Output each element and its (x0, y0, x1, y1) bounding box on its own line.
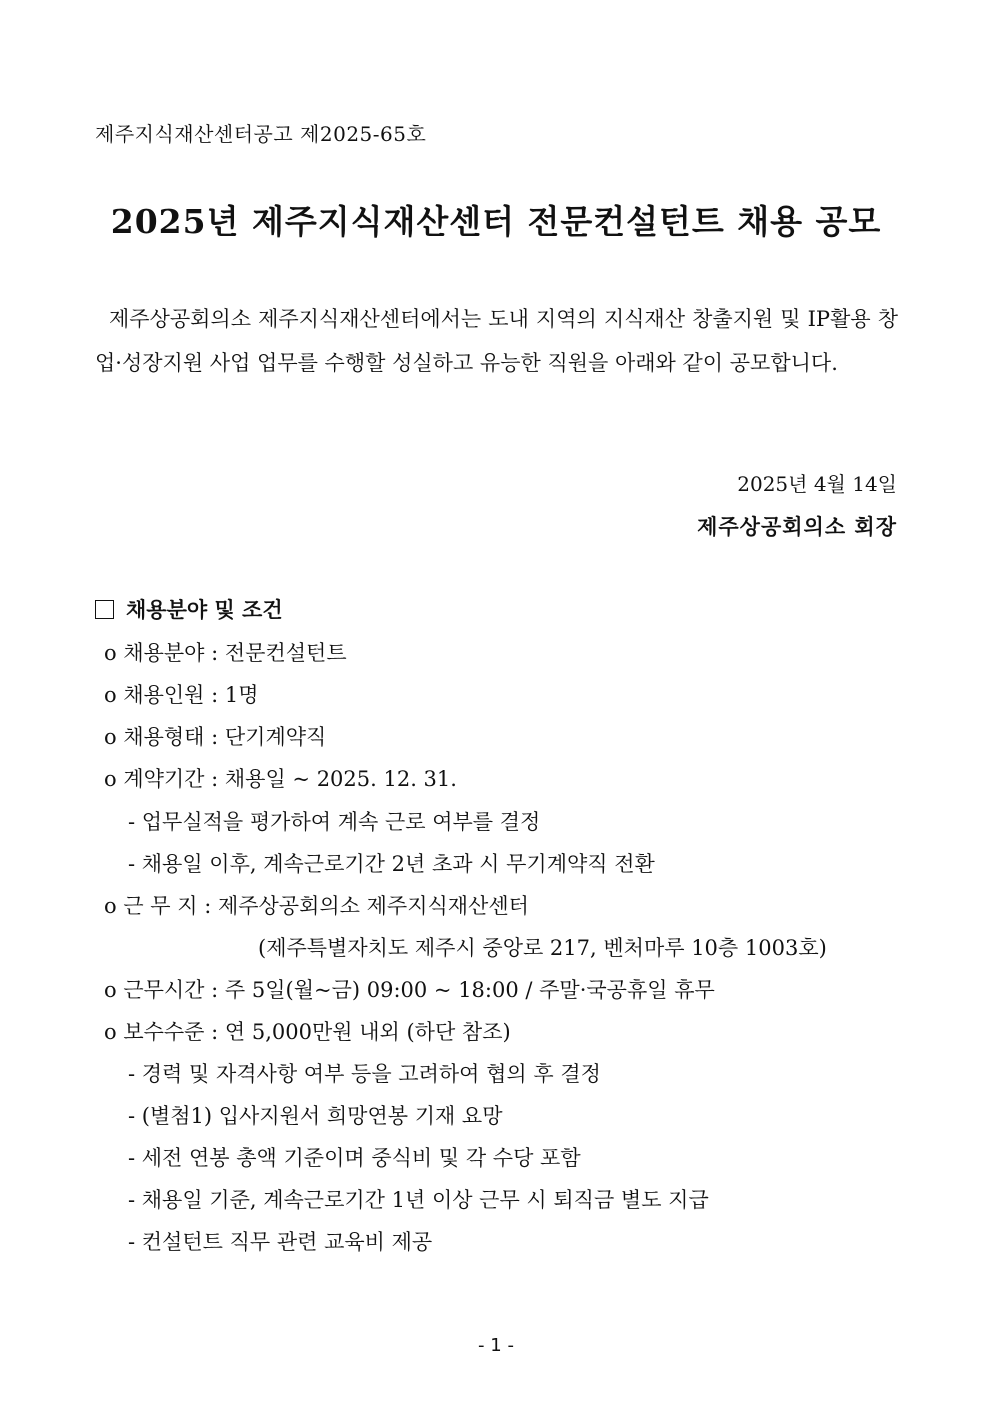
condition-subitem: - 채용일 이후, 계속근로기간 2년 초과 시 무기계약직 전환 (128, 852, 655, 876)
condition-subitem: - 컨설턴트 직무 관련 교육비 제공 (128, 1230, 433, 1254)
condition-subitem: - (별첨1) 입사지원서 희망연봉 기재 요망 (128, 1104, 503, 1128)
condition-item: o 보수수준 : 연 5,000만원 내외 (하단 참조) (104, 1020, 511, 1044)
condition-item: o 계약기간 : 채용일 ~ 2025. 12. 31. (104, 767, 457, 791)
condition-subitem: - 채용일 기준, 계속근로기간 1년 이상 근무 시 퇴직금 별도 지급 (128, 1188, 709, 1212)
section-heading (95, 594, 283, 624)
condition-address: (제주특별자치도 제주시 중앙로 217, 벤처마루 10층 1003호) (258, 936, 827, 960)
checkbox-icon (95, 600, 114, 619)
intro-paragraph: 제주상공회의소 제주지식재산센터에서는 도내 지역의 지식재산 창출지원 및 IP활용 창업·성장지원 사업 업무를 수행할 성실하고 유능한 직원을 아래와 같이 공모합니다. (95, 307, 898, 375)
notice-number: 제주지식재산센터공고 제2025-65호 (95, 122, 427, 146)
document-title: 2025년 제주지식재산센터 전문컨설턴트 채용 공모 (110, 202, 882, 241)
condition-item: o 채용분야 : 전문컨설턴트 (104, 641, 347, 665)
signer-name: 제주상공회의소 회장 (697, 514, 897, 539)
condition-item: o 근무시간 : 주 5일(월~금) 09:00 ~ 18:00 / 주말·국공휴일 휴무 (104, 978, 715, 1002)
condition-subitem: - 업무실적을 평가하여 계속 근로 여부를 결정 (128, 810, 541, 834)
condition-item: o 채용인원 : 1명 (104, 683, 259, 707)
announcement-date: 2025년 4월 14일 (737, 472, 897, 496)
condition-subitem: - 세전 연봉 총액 기준이며 중식비 및 각 수당 포함 (128, 1146, 581, 1170)
condition-item: o 채용형태 : 단기계약직 (104, 725, 327, 749)
condition-subitem: - 경력 및 자격사항 여부 등을 고려하여 협의 후 결정 (128, 1062, 601, 1086)
section-heading-label: 채용분야 및 조건 (126, 597, 283, 622)
page-number: - 1 - (478, 1335, 514, 1356)
condition-item: o 근 무 지 : 제주상공회의소 제주지식재산센터 (104, 894, 529, 918)
